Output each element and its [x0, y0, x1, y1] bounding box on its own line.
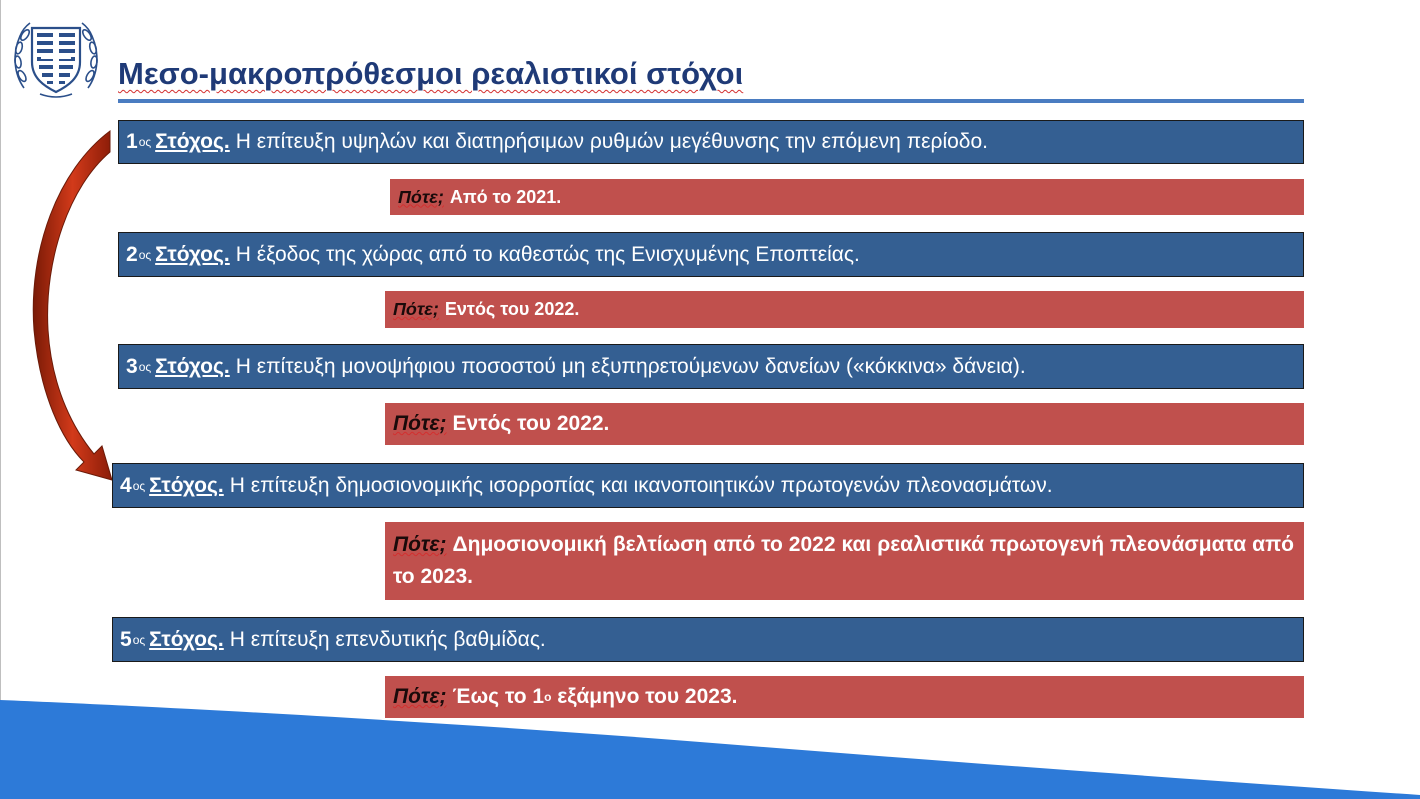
goal-number: 1	[126, 130, 138, 153]
goal-text: Η έξοδος της χώρας από το καθεστώς της Ενισχυμένης Εποπτείας.	[235, 242, 860, 266]
goal-4-when-box	[385, 522, 1304, 600]
goal-label: Στόχος.	[155, 242, 230, 266]
goal-1-when-box	[390, 179, 1304, 215]
when-text-post: εξάμηνο του 2023.	[557, 685, 738, 708]
when-text: Δημοσιονομική βελτίωση από το 2022 και ρεαλιστικά πρωτογενή πλεονάσματα από το 2023.	[393, 533, 1294, 588]
goal-text: Η επίτευξη υψηλών και διατηρήσιμων ρυθμών μεγέθυνσης την επόμενη περίοδο.	[235, 130, 989, 153]
goal-5-when-box: Πότε; Έως το 1 ο εξάμηνο του 2023.	[385, 676, 1304, 718]
goal-label: Στόχος.	[149, 627, 224, 651]
goal-number: 4	[120, 473, 132, 497]
when-label: Πότε;	[393, 533, 447, 556]
goal-3-when-box	[385, 403, 1304, 445]
goal-text: Η επίτευξη δημοσιονομικής ισορροπίας και ικανοποιητικών πρωτογενών πλεονασμάτων.	[229, 473, 1053, 497]
when-label: Πότε;	[393, 685, 447, 708]
goal-number: 2	[126, 242, 138, 266]
goal-number: 5	[120, 627, 132, 651]
goal-5-box: 5 ος Στόχος. Η επίτευξη επενδυτικής βαθμίδας.	[112, 617, 1304, 662]
goal-3-box: 3 ος Στόχος. Η επίτευξη μονοψήφιου ποσοστού μη εξυπηρετούμενων δανείων («κόκκινα» δάνεια).	[118, 344, 1304, 389]
goal-text: Η επίτευξη επενδυτικής βαθμίδας.	[229, 627, 546, 651]
goal-2-when-box	[385, 291, 1304, 328]
goal-text: Η επίτευξη μονοψήφιου ποσοστού μη εξυπηρετούμενων δανείων («κόκκινα» δάνεια).	[235, 354, 1026, 378]
goal-number: 3	[126, 354, 138, 378]
when-label: Πότε;	[393, 412, 447, 435]
goal-label: Στόχος.	[149, 473, 224, 497]
when-text: Εντός του 2022.	[452, 412, 610, 435]
goal-1-box: 1 ος Στόχος. Η επίτευξη υψηλών και διατηρήσιμων ρυθμών μεγέθυνσης την επόμενη περίοδο.	[118, 120, 1304, 164]
when-text: Από το 2021.	[449, 186, 562, 207]
page-title: Μεσο-μακροπρόθεσμοι ρεαλιστικοί στόχοι	[118, 56, 744, 91]
when-label: Πότε;	[393, 299, 439, 319]
goal-label: Στόχος.	[155, 130, 230, 153]
when-text-pre: Έως το 1	[452, 685, 545, 708]
goal-2-box: 2 ος Στόχος. Η έξοδος της χώρας από το καθεστώς της Ενισχυμένης Εποπτείας.	[118, 232, 1304, 277]
when-label: Πότε;	[398, 186, 444, 207]
when-text: Εντός του 2022.	[444, 299, 580, 319]
goal-4-box: 4 ος Στόχος. Η επίτευξη δημοσιονομικής ισορροπίας και ικανοποιητικών πρωτογενών πλεονασμάτων.	[112, 463, 1304, 508]
goal-label: Στόχος.	[155, 354, 230, 378]
